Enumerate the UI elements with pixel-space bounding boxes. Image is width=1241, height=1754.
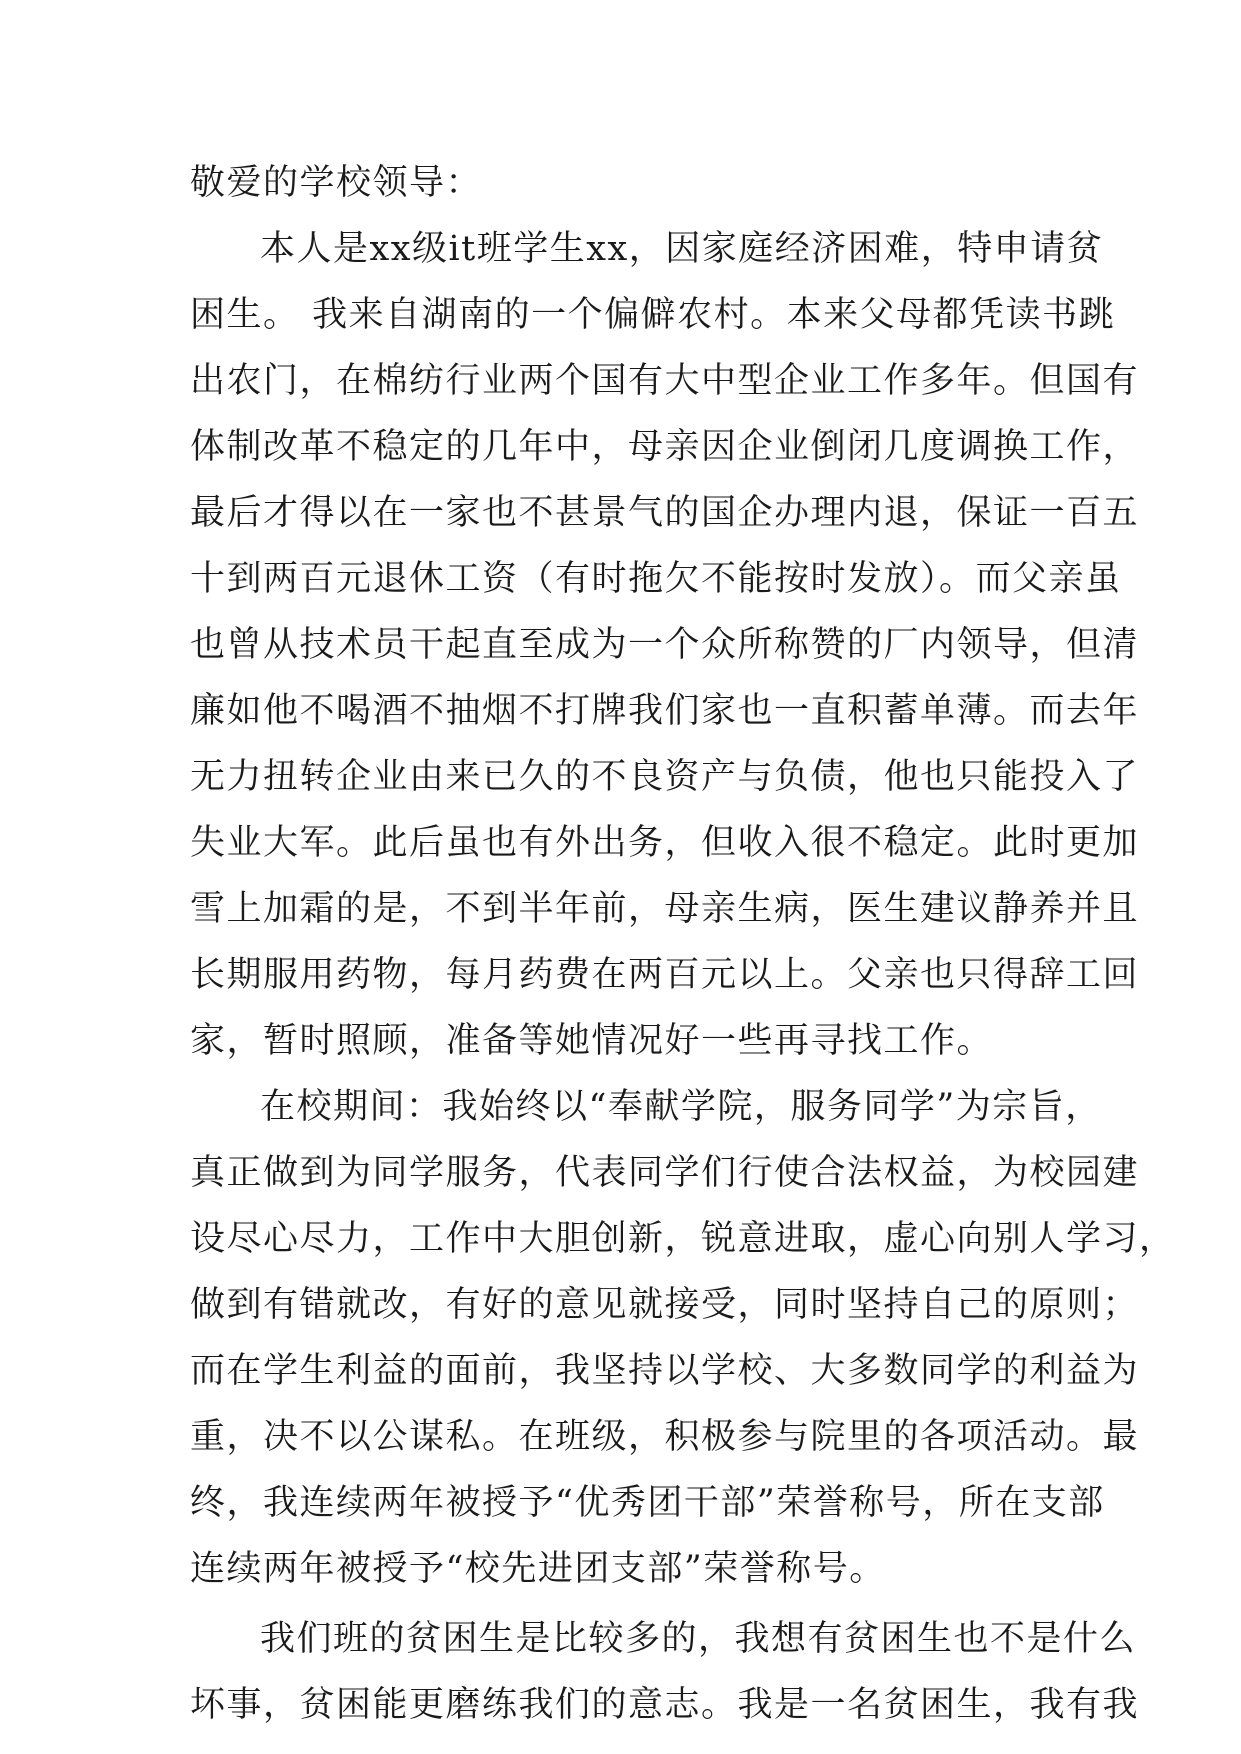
document-body	[190, 150, 1176, 1738]
text-line: 本人是xx级it班学生xx，因家庭经济困难，特申请贫	[260, 229, 1104, 269]
paragraph-3	[190, 1606, 1140, 1738]
text-line: 真正做到为同学服务，代表同学们行使合法权益，为校园建	[190, 1153, 1140, 1193]
paragraph-2	[190, 1074, 1176, 1602]
text-line: 我们班的贫困生是比较多的，我想有贫困生也不是什么	[260, 1619, 1137, 1659]
text-line: 最后才得以在一家也不甚景气的国企办理内退，保证一百五	[190, 493, 1140, 533]
text-line: 连续两年被授予“校先进团支部”荣誉称号。	[190, 1549, 886, 1589]
text-line: 终，我连续两年被授予“优秀团干部”荣誉称号，所在支部	[190, 1483, 1105, 1523]
text-line: 无力扭转企业由来已久的不良资产与负债，他也只能投入了	[190, 757, 1140, 797]
text-line: 坏事，贫困能更磨练我们的意志。我是一名贫困生，我有我	[190, 1685, 1140, 1725]
text-line: 廉如他不喝酒不抽烟不打牌我们家也一直积蓄单薄。而去年	[190, 691, 1140, 731]
text-line: 长期服用药物，每月药费在两百元以上。父亲也只得辞工回	[190, 955, 1140, 995]
salutation: 敬爱的学校领导：	[190, 163, 483, 203]
text-line: 而在学生利益的面前，我坚持以学校、大多数同学的利益为	[190, 1351, 1140, 1391]
text-line: 重，决不以公谋私。在班级，积极参与院里的各项活动。最	[190, 1417, 1140, 1457]
text-line: 雪上加霜的是，不到半年前，母亲生病，医生建议静养并且	[190, 889, 1140, 929]
paragraph-1	[190, 216, 1140, 1074]
text-line: 设尽心尽力，工作中大胆创新，锐意进取，虚心向别人学习，	[190, 1219, 1176, 1259]
text-line: 困生。 我来自湖南的一个偏僻农村。本来父母都凭读书跳	[190, 295, 1116, 335]
text-line: 十到两百元退休工资（有时拖欠不能按时发放）。而父亲虽	[190, 559, 1122, 599]
text-line: 失业大军。此后虽也有外出务，但收入很不稳定。此时更加	[190, 823, 1140, 863]
text-line: 出农门，在棉纺行业两个国有大中型企业工作多年。但国有	[190, 361, 1140, 401]
text-line: 家，暂时照顾，准备等她情况好一些再寻找工作。	[190, 1021, 994, 1061]
text-line: 体制改革不稳定的几年中，母亲因企业倒闭几度调换工作，	[190, 427, 1140, 467]
text-line: 也曾从技术员干起直至成为一个众所称赞的厂内领导，但清	[190, 625, 1140, 665]
text-line: 做到有错就改，有好的意见就接受，同时坚持自己的原则；	[190, 1285, 1140, 1325]
text-line: 在校期间：我始终以“奉献学院，服务同学”为宗旨，	[260, 1087, 1102, 1127]
